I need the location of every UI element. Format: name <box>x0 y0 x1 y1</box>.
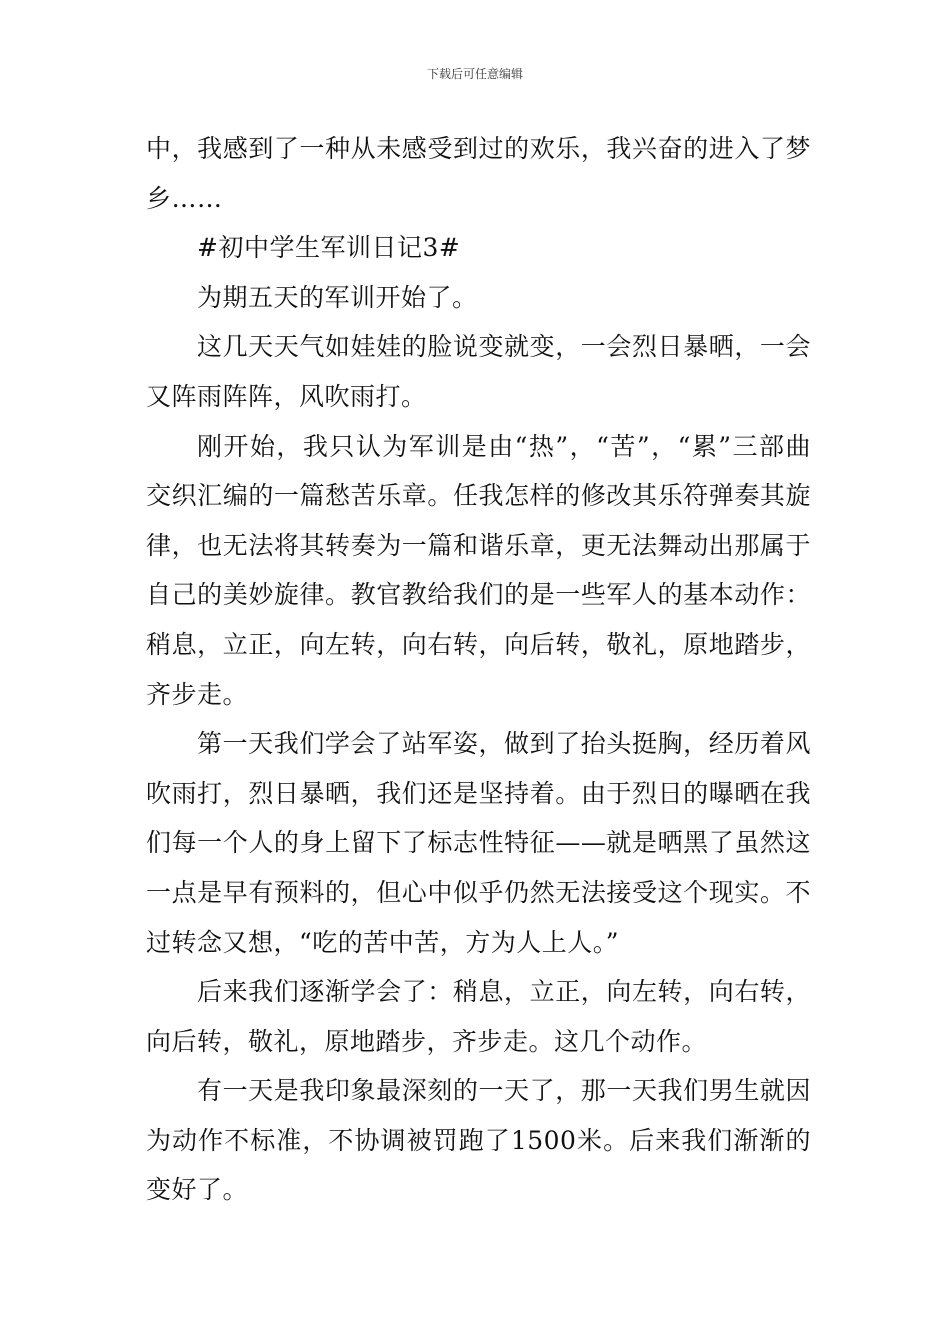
paragraph-7: 后来我们逐渐学会了：稍息，立正，向左转，向右转，向后转，敬礼，原地踏步，齐步走。这几个动作。 <box>146 977 811 1056</box>
paragraph-2: #初中学生军训日记3# <box>197 233 461 263</box>
document-body <box>146 124 811 1215</box>
paragraph-4: 这几天天气如娃娃的脸说变就变，一会烈日暴晒，一会又阵雨阵阵，风吹雨打。 <box>146 332 811 411</box>
paragraph-5: 刚开始，我只认为军训是由“热”，“苦”，“累”三部曲交织汇编的一篇愁苦乐章。任我怎样的修改其乐符弹奏其旋律，也无法将其转奏为一篇和谐乐章，更无法舞动出那属于自己的美妙旋律。教官教给我们的是一些军人的基本动作：稍息，立正，向左转，向右转，向后转，敬礼，原地踏步，齐步走。 <box>146 431 811 709</box>
paragraph-3: 为期五天的军训开始了。 <box>197 282 478 312</box>
paragraph-1: 中，我感到了一种从未感受到过的欢乐，我兴奋的进入了梦乡…… <box>146 134 811 213</box>
page-header: 下载后可任意编辑 <box>426 67 523 81</box>
paragraph-8: 有一天是我印象最深刻的一天了，那一天我们男生就因为动作不标准，不协调被罚跑了1500米。后来我们渐渐的变好了。 <box>146 1076 811 1205</box>
paragraph-6: 第一天我们学会了站军姿，做到了抬头挺胸，经历着风吹雨打，烈日暴晒，我们还是坚持着。由于烈日的曝晒在我们每一个人的身上留下了标志性特征——就是晒黑了虽然这一点是早有预料的，但心中似乎仍然无法接受这个现实。不过转念又想，“吃的苦中苦，方为人上人。” <box>146 729 811 957</box>
